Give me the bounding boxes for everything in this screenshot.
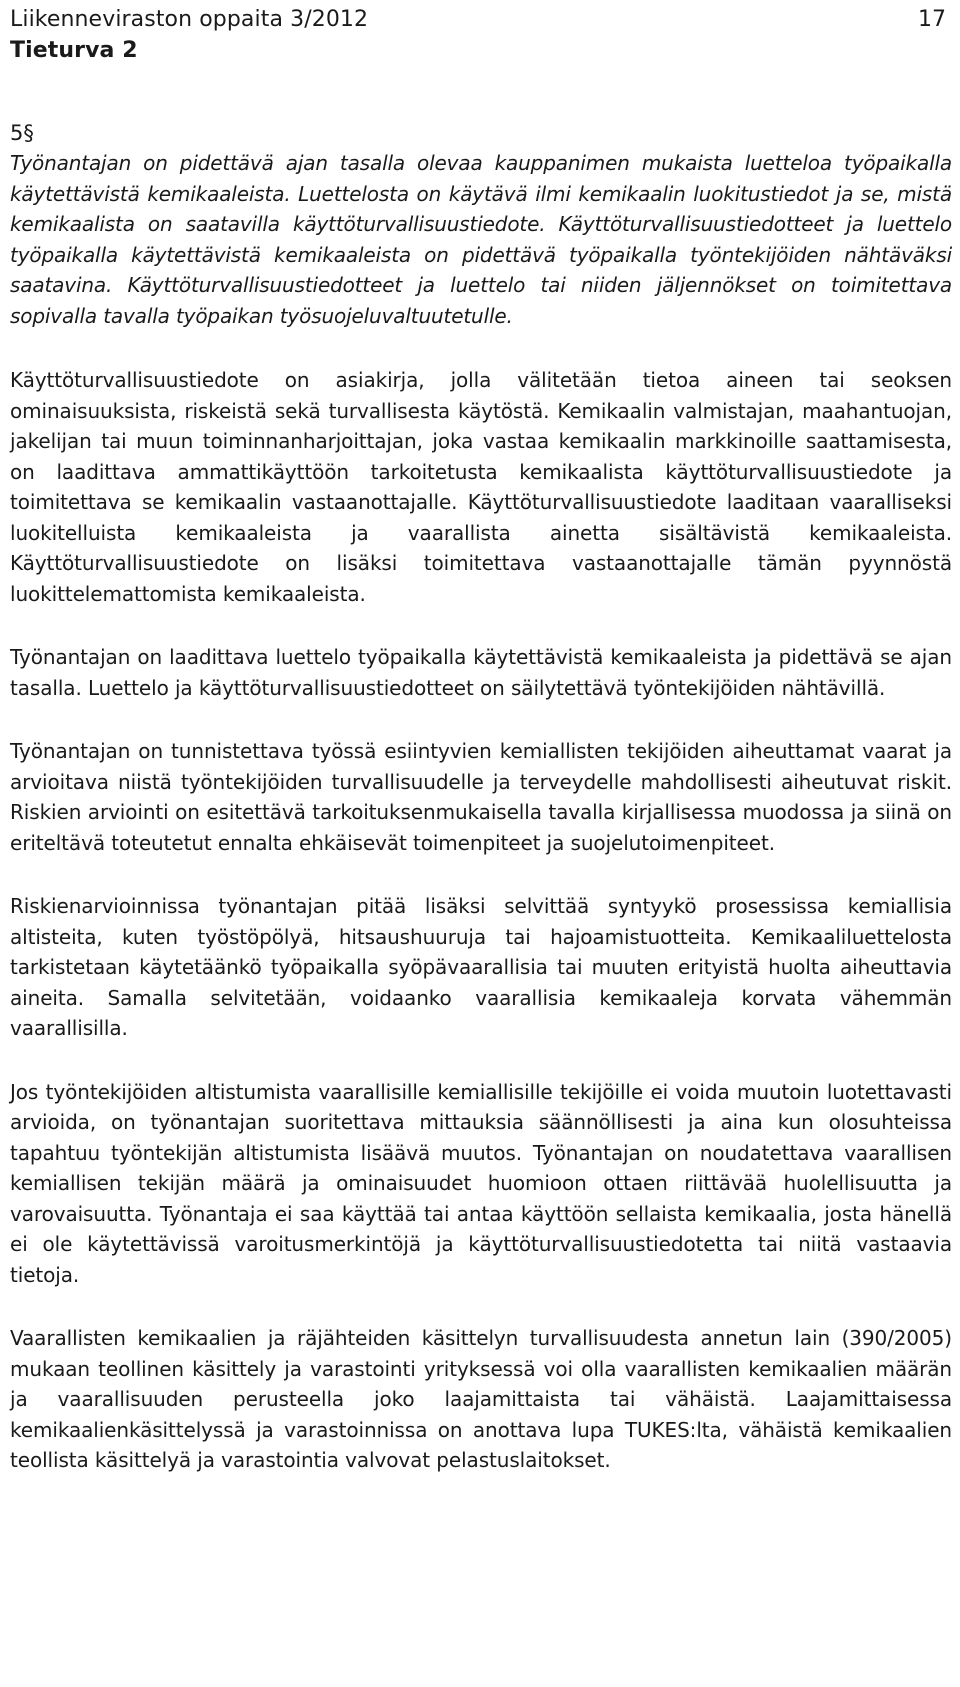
paragraph: Vaarallisten kemikaalien ja räjähteiden käsittelyn turvallisuudesta annetun lain (390/2005) mukaan teollinen käsittely ja varastointi yrityksessä voi olla vaarallisten kemikaalien määrän ja vaarallisuuden perusteella joko laajamittaista tai vähäistä. Laajamittaisessa kemikaalienkäsittelyssä ja varastoinnissa on anottava lupa TUKES:lta, vähäistä kemikaalien teollista käsittelyä ja varastointia valvovat pelastuslaitokset.: [10, 1326, 952, 1472]
publication-series: Liikenneviraston oppaita 3/2012: [10, 7, 369, 32]
section-number: 5§: [10, 121, 34, 145]
paragraph: Käyttöturvallisuustiedote on asiakirja, jolla välitetään tietoa aineen tai seoksen ominaisuuksista, riskeistä sekä turvallisesta käytöstä. Kemikaalin valmistajan, maahantuojan, jakelijan tai muun toiminnanharjoittajan, joka vastaa kemikaalin markkinoille saattamisesta, on laadittava ammattikäyttöön tarkoitetusta kemikaalista käyttöturvallisuustiedote ja toimitettava se kemikaalin vastaanottajalle. Käyttöturvallisuustiedote laaditaan vaaralliseksi luokitelluista kemikaaleista ja vaarallista ainetta sisältävistä kemikaaleista. Käyttöturvallisuustiedote on lisäksi toimitettava vastaanottajalle tämän pyynnöstä luokittelemattomista kemikaaleista.: [10, 368, 952, 606]
page-body: [10, 118, 952, 1509]
paragraph: Jos työntekijöiden altistumista vaarallisille kemiallisille tekijöille ei voida muutoin luotettavasti arvioida, on työnantajan suoritettava mittauksia säännöllisesti ja aina kun olosuhteissa tapahtuu työntekijän altistumista lisäävä muutos. Työnantajan on noudatettava vaarallisen kemiallisen tekijän määrä ja ominaisuudet huomioon ottaen riittävää huolellisuutta ja varovaisuutta. Työnantaja ei saa käyttää tai antaa käyttöön sellaista kemikaalia, josta hänellä ei ole käytettävissä varoitusmerkintöjä ja käyttöturvallisuustiedotetta tai niitä vastaavia tietoja.: [10, 1079, 952, 1287]
statute-quote: Työnantajan on pidettävä ajan tasalla olevaa kauppanimen mukaista luetteloa työpaikalla käytettävistä kemikaaleista. Luettelosta on käytävä ilmi kemikaalin luokitustiedot ja se, mistä kemikaalista on saatavilla käyttöturvallisuustiedote. Käyttöturvallisuustiedotteet ja luettelo työpaikalla käytettävistä kemikaaleista on pidettävä työpaikalla työntekijöiden nähtäväksi saatavina. Käyttöturvallisuustiedotteet ja luettelo tai niiden jäljennökset on toimitettava sopivalla tavalla työpaikan työsuojeluvaltuutetulle.: [10, 151, 952, 328]
header-titles: [10, 4, 368, 66]
page-header: [10, 4, 950, 64]
paragraph: Työnantajan on laadittava luettelo työpaikalla käytettävistä kemikaaleista ja pidettävä se ajan tasalla. Luettelo ja käyttöturvallisuustiedotteet on säilytettävä työntekijöiden nähtävillä.: [10, 645, 952, 700]
page-number: 17: [918, 7, 946, 32]
publication-title: Tieturva 2: [10, 38, 138, 63]
paragraph: Työnantajan on tunnistettava työssä esiintyvien kemiallisten tekijöiden aiheuttamat vaarat ja arvioitava niistä työntekijöiden turvallisuudelle ja terveydelle mahdollisesti aiheutuvat riskit. Riskien arviointi on esitettävä tarkoituksenmukaisella tavalla kirjallisessa muodossa ja siinä on eriteltävä toteutetut ennalta ehkäisevät toimenpiteet ja suojelutoimenpiteet.: [10, 739, 952, 855]
paragraph: Riskienarvioinnissa työnantajan pitää lisäksi selvittää syntyykö prosessissa kemiallisia altisteita, kuten työstöpölyä, hitsaushuuruja tai hajoamistuotteita. Kemikaaliluettelosta tarkistetaan käytetäänkö työpaikalla syöpävaarallisia tai muuten erityistä huolta aiheuttavia aineita. Samalla selvitetään, voidaanko vaarallisia kemikaaleja korvata vähemmän vaarallisilla.: [10, 894, 952, 1040]
